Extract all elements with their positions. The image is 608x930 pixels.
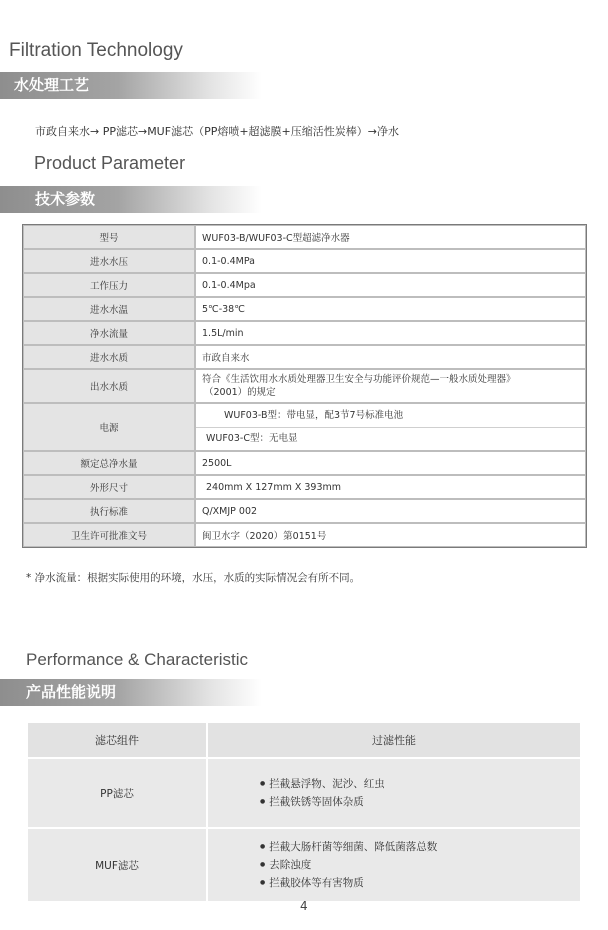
param-value: 240mm X 127mm X 393mm — [195, 475, 586, 499]
filter-component: PP滤芯 — [27, 758, 207, 828]
section-filtration-title-en: Filtration Technology — [9, 40, 183, 61]
table-row — [23, 475, 586, 499]
table-row — [27, 828, 581, 902]
param-value: 市政自来水 — [195, 345, 586, 369]
param-key: 卫生许可批准文号 — [23, 523, 195, 547]
feature-item: ● 去除浊度 — [260, 856, 579, 874]
param-value: 5℃-38℃ — [195, 297, 586, 321]
section-parameter-title-en: Product Parameter — [34, 153, 186, 173]
flow-footnote: * 净水流量：根据实际使用的环境，水压，水质的实际情况会有所不同。 — [26, 572, 361, 584]
section-performance-title-cn: 产品性能说明 — [0, 679, 262, 706]
section-performance-title-en: Performance & Characteristic — [26, 650, 249, 669]
param-value: 闽卫水字（2020）第0151号 — [195, 523, 586, 547]
table-row — [23, 451, 586, 475]
param-value: Q/XMJP 002 — [195, 499, 586, 523]
param-value-line: 符合《生活饮用水水质处理器卫生安全与功能评价规范—一般水质处理器》 — [202, 374, 516, 385]
param-key: 额定总净水量 — [23, 451, 195, 475]
param-key: 进水水压 — [23, 249, 195, 273]
table-row — [23, 225, 586, 249]
param-value: 0.1-0.4MPa — [195, 249, 586, 273]
filter-component: MUF滤芯 — [27, 828, 207, 902]
param-value: WUF03-B/WUF03-C型超滤净水器 — [195, 225, 586, 249]
param-key: 执行标准 — [23, 499, 195, 523]
param-key: 电源 — [23, 403, 195, 451]
performance-table — [26, 721, 582, 903]
table-row — [23, 369, 586, 403]
table-row — [23, 321, 586, 345]
param-key: 出水水质 — [23, 369, 195, 403]
section-parameter-title-cn: 技术参数 — [0, 186, 262, 213]
section-filtration-title-cn: 水处理工艺 — [0, 72, 262, 99]
table-row — [23, 523, 586, 547]
param-value — [195, 369, 586, 403]
param-key: 外形尺寸 — [23, 475, 195, 499]
param-key: 净水流量 — [23, 321, 195, 345]
param-value: 0.1-0.4Mpa — [195, 273, 586, 297]
table-row — [23, 403, 586, 451]
feature-item: ● 拦截悬浮物、泥沙、红虫 — [260, 775, 579, 793]
param-key: 进水水质 — [23, 345, 195, 369]
param-value-line: WUF03-B型：带电显，配3节7号标准电池 — [196, 405, 585, 428]
table-row — [27, 758, 581, 828]
param-value-line: （2001）的规定 — [204, 387, 276, 398]
column-header: 滤芯组件 — [27, 722, 207, 758]
param-value-line: WUF03-C型：无电显 — [206, 432, 298, 444]
param-key: 型号 — [23, 225, 195, 249]
page-number: 4 — [300, 899, 308, 913]
param-key: 工作压力 — [23, 273, 195, 297]
param-value: 2500L — [195, 451, 586, 475]
process-flow-text: 市政自来水→ PP滤芯→MUF滤芯（PP熔喷+超滤膜+压缩活性炭棒）→净水 — [35, 125, 399, 138]
param-value: 1.5L/min — [195, 321, 586, 345]
table-row — [23, 273, 586, 297]
column-header: 过滤性能 — [207, 722, 581, 758]
feature-item: ● 拦截铁锈等固体杂质 — [260, 793, 579, 811]
table-row — [23, 499, 586, 523]
parameter-table — [22, 224, 587, 548]
param-value — [195, 403, 586, 451]
filter-features — [207, 828, 581, 902]
table-row — [23, 297, 586, 321]
param-key: 进水水温 — [23, 297, 195, 321]
feature-item: ● 拦截大肠杆菌等细菌、降低菌落总数 — [260, 838, 579, 856]
table-row — [23, 345, 586, 369]
filter-features — [207, 758, 581, 828]
table-row — [23, 249, 586, 273]
feature-item: ● 拦截胶体等有害物质 — [260, 874, 579, 892]
table-header-row — [27, 722, 581, 758]
